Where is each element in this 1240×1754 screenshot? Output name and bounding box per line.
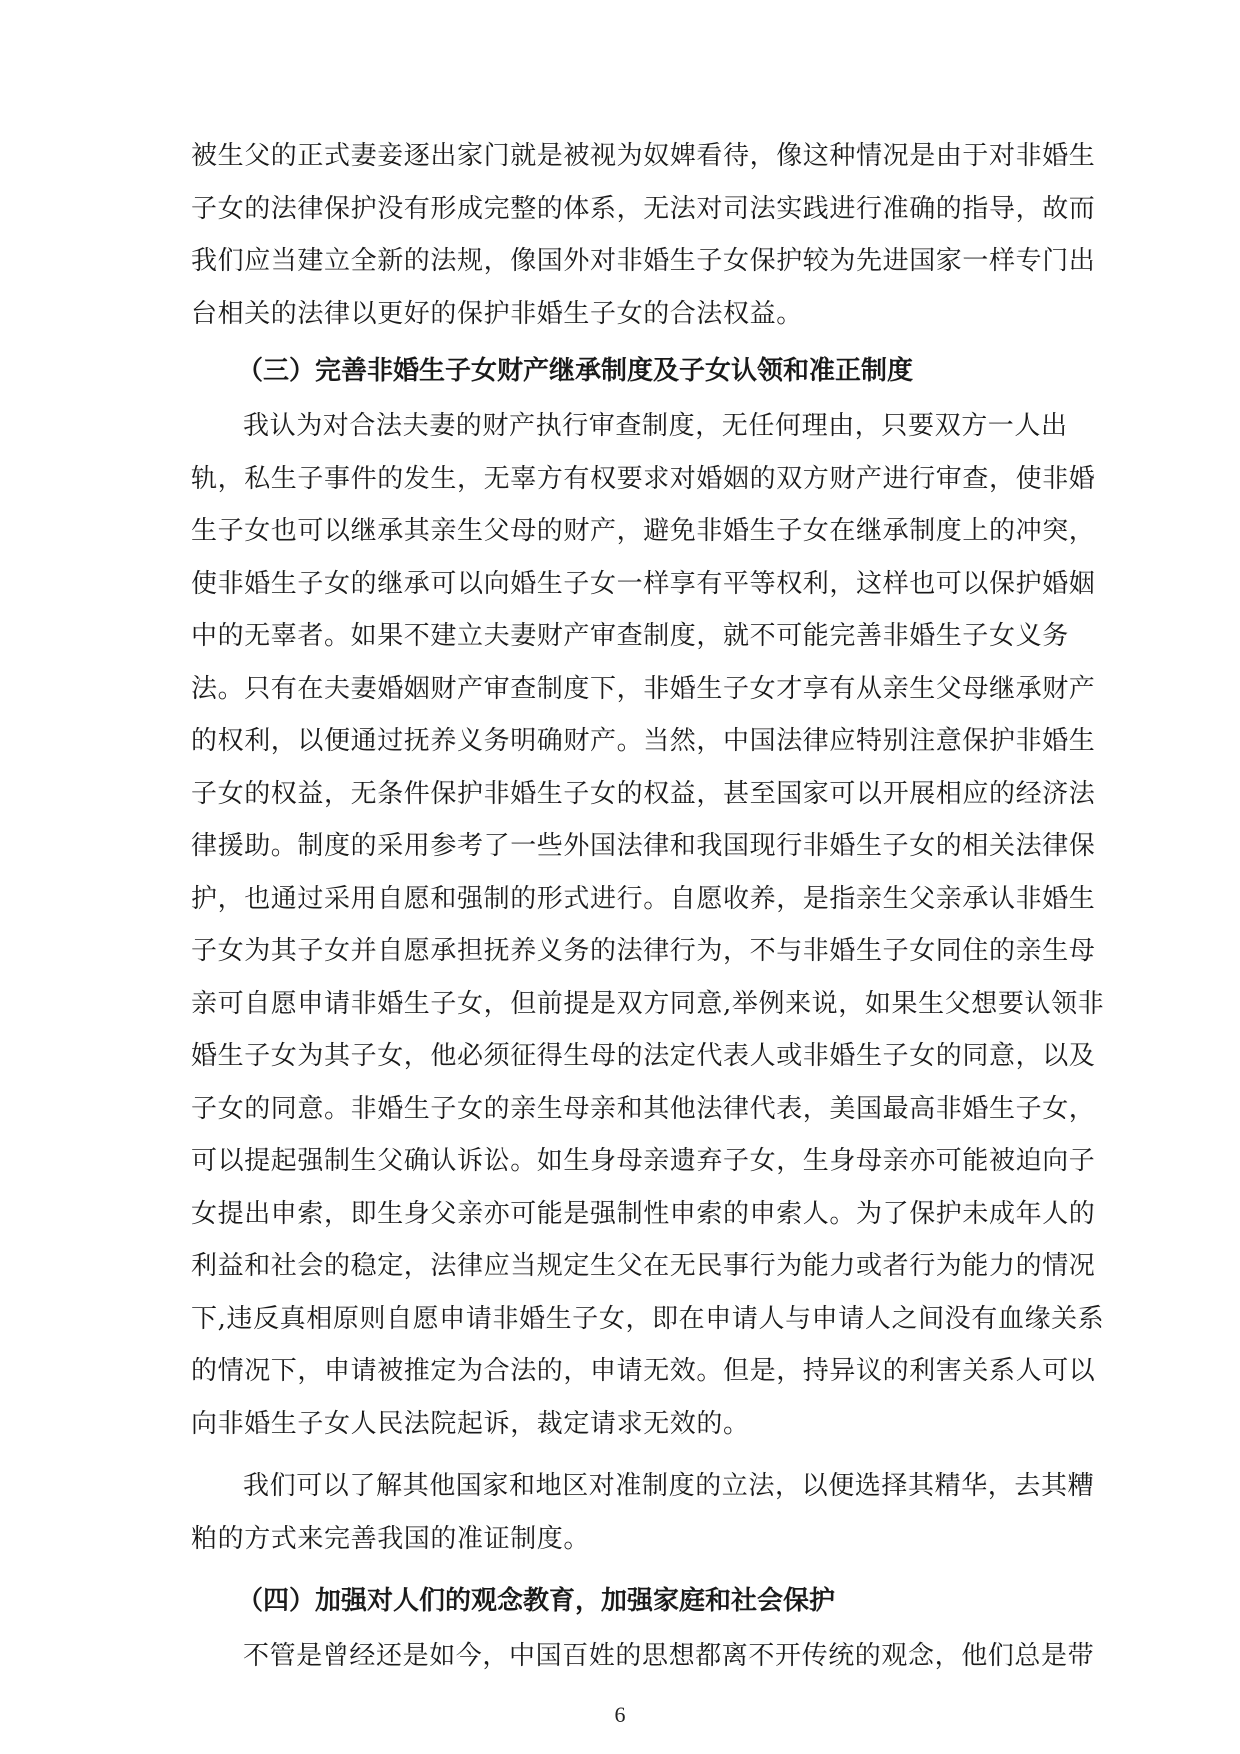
text-line: 被生父的正式妻妾逐出家门就是被视为奴婢看待，像这种情况是由于对非婚生: [191, 141, 1096, 171]
text-line: 的情况下，申请被推定为合法的，申请无效。但是，持异议的利害关系人可以: [191, 1356, 1096, 1386]
paragraph-property-inheritance: [191, 400, 1105, 1450]
text-line: 亲可自愿申请非婚生子女，但前提是双方同意,举例来说，如果生父想要认领非: [191, 988, 1105, 1019]
text-line: 向非婚生子女人民法院起诉，裁定请求无效的。: [191, 1408, 750, 1439]
paragraph-continuation: [191, 130, 1096, 340]
text-line: 下,违反真相原则自愿申请非婚生子女，即在申请人与申请人之间没有血缘关系: [191, 1303, 1105, 1334]
paragraph-education: [191, 1630, 1095, 1683]
text-line: 台相关的法律以更好的保护非婚生子女的合法权益。: [191, 298, 803, 329]
text-line: 利益和社会的稳定，法律应当规定生父在无民事行为能力或者行为能力的情况: [191, 1251, 1096, 1281]
text-line: 的权利，以便通过抚养义务明确财产。当然，中国法律应特别注意保护非婚生: [191, 726, 1096, 756]
text-line: 可以提起强制生父确认诉讼。如生身母亲遗弃子女，生身母亲亦可能被迫向子: [191, 1146, 1096, 1176]
text-line: 子女为其子女并自愿承担抚养义务的法律行为，不与非婚生子女同住的亲生母: [191, 936, 1096, 966]
text-line: 子女的法律保护没有形成完整的体系，无法对司法实践进行准确的指导，故而: [191, 193, 1096, 224]
text-line: 生子女也可以继承其亲生父母的财产，避免非婚生子女在继承制度上的冲突，: [191, 516, 1096, 546]
text-line: 女提出申索，即生身父亲亦可能是强制性申索的申索人。为了保护未成年人的: [191, 1198, 1096, 1229]
text-line: 我认为对合法夫妻的财产执行审查制度，无任何理由，只要双方一人出: [243, 411, 1068, 441]
text-line: 法。只有在夫妻婚姻财产审查制度下，非婚生子女才享有从亲生父母继承财产: [191, 673, 1096, 704]
text-line: 律援助。制度的采用参考了一些外国法律和我国现行非婚生子女的相关法律保: [191, 831, 1096, 861]
text-line: 不管是曾经还是如今，中国百姓的思想都离不开传统的观念，他们总是带: [243, 1641, 1095, 1671]
section-heading-3: [191, 345, 1071, 397]
heading-text: （四）加强对人们的观念教育，加强家庭和社会保护: [237, 1586, 836, 1616]
text-line: 我们可以了解其他国家和地区对准制度的立法，以便选择其精华，去其糟: [243, 1471, 1095, 1501]
text-line: 子女的权益，无条件保护非婚生子女的权益，甚至国家可以开展相应的经济法: [191, 778, 1096, 809]
text-line: 我们应当建立全新的法规，像国外对非婚生子女保护较为先进国家一样专门出: [191, 246, 1096, 276]
section-heading-4: [191, 1575, 1071, 1627]
text-line: 护，也通过采用自愿和强制的形式进行。自愿收养，是指亲生父亲承认非婚生: [191, 883, 1096, 914]
paragraph-foreign-legislation: [191, 1460, 1095, 1565]
text-line: 轨，私生子事件的发生，无辜方有权要求对婚姻的双方财产进行审查，使非婚: [191, 463, 1096, 494]
text-line: 使非婚生子女的继承可以向婚生子女一样享有平等权利，这样也可以保护婚姻: [191, 568, 1096, 599]
heading-text: （三）完善非婚生子女财产继承制度及子女认领和准正制度: [237, 356, 914, 386]
text-line: 婚生子女为其子女，他必须征得生母的法定代表人或非婚生子女的同意，以及: [191, 1041, 1096, 1071]
text-line: 粕的方式来完善我国的准证制度。: [191, 1523, 591, 1554]
text-line: 中的无辜者。如果不建立夫妻财产审查制度，就不可能完善非婚生子女义务: [191, 621, 1069, 651]
page-number: 6: [614, 1702, 626, 1727]
text-line: 子女的同意。非婚生子女的亲生母亲和其他法律代表，美国最高非婚生子女，: [191, 1093, 1096, 1124]
